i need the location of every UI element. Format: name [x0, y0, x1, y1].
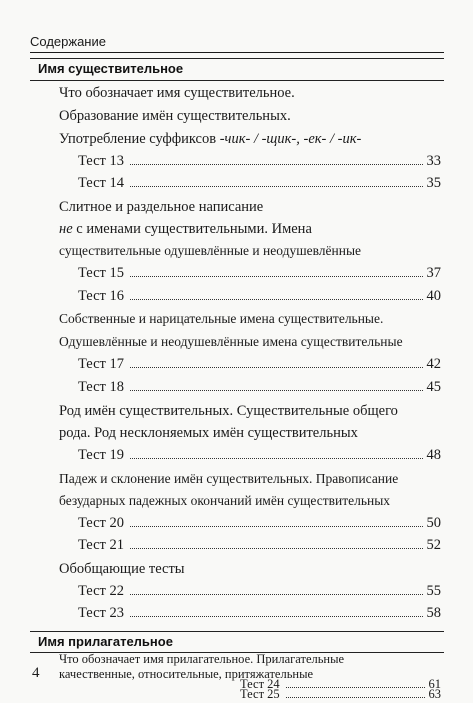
dot-leader [130, 390, 423, 391]
toc-text-line: Собственные и нарицательные имена существительные. [59, 311, 384, 326]
toc-entry-page: 42 [426, 356, 441, 372]
section-title: Имя существительное [38, 61, 184, 76]
toc-text-line: качественные, относительные, притяжательные [59, 667, 314, 681]
suffix-italic: -чик- / -щик-, -ек- / -ик- [219, 131, 362, 147]
toc-entry-test-20[interactable] [78, 512, 441, 534]
toc-entry-test-22[interactable] [78, 580, 441, 602]
dot-leader [130, 276, 423, 277]
toc-text-line: Одушевлённые и неодушевлённые имена существительные [59, 334, 403, 349]
toc-entry-test-16[interactable] [78, 285, 441, 307]
running-head-title: Содержание [30, 34, 106, 49]
toc-text-line: Род имён существительных. Существительные общего [59, 403, 398, 419]
toc-entry-test-13[interactable] [78, 150, 441, 172]
toc-entry-label: Тест 19 [78, 447, 124, 463]
toc-entry-label: Тест 15 [78, 265, 124, 281]
toc-entry-page: 52 [426, 537, 441, 553]
toc-entry-label: Тест 25 [240, 687, 280, 701]
toc-text-part: Употребление суффиксов [59, 131, 220, 147]
toc-text-line: Падеж и склонение имён существительных. Правописание [59, 471, 399, 486]
toc-entry-test-18[interactable] [78, 376, 441, 398]
dot-leader [130, 458, 423, 459]
toc-entry-test-23[interactable] [78, 602, 441, 624]
toc-entry-test-17[interactable] [78, 353, 441, 375]
toc-entry-page: 40 [426, 288, 441, 304]
toc-text-line: рода. Род несклоняемых имён существительных [59, 425, 358, 441]
toc-entry-test-14[interactable] [78, 172, 441, 194]
section-header-adjective [30, 631, 444, 653]
toc-entry-test-21[interactable] [78, 534, 441, 556]
toc-entry-page: 50 [426, 515, 441, 531]
dot-leader [130, 299, 423, 300]
toc-entry-page: 48 [426, 447, 441, 463]
toc-entry-label: Тест 23 [78, 605, 124, 621]
header-rule [30, 52, 444, 53]
toc-entry-label: Тест 13 [78, 153, 124, 169]
page-number: 4 [32, 665, 40, 681]
dot-leader [286, 697, 425, 698]
toc-text-line: существительные одушевлённые и неодушевлённые [59, 243, 362, 258]
toc-entry-test-25[interactable] [240, 689, 441, 703]
toc-text-line: Образование имён существительных. [59, 108, 291, 124]
toc-entry-page: 45 [426, 379, 441, 395]
toc-entry-page: 63 [428, 687, 441, 701]
toc-entry-page: 35 [426, 175, 441, 191]
dot-leader [130, 526, 423, 527]
toc-entry-label: Тест 16 [78, 288, 124, 304]
toc-text-line: Обобщающие тесты [59, 561, 185, 577]
toc-text-part: с именами существительными. Имена [72, 221, 312, 237]
toc-text-line [59, 128, 439, 150]
section-header-noun [30, 58, 444, 81]
toc-entry-page: 37 [426, 265, 441, 281]
toc-entry-page: 58 [426, 605, 441, 621]
dot-leader [130, 367, 423, 368]
dot-leader [130, 164, 423, 165]
dot-leader [130, 186, 423, 187]
toc-entry-label: Тест 18 [78, 379, 124, 395]
toc-text-line: Что обозначает имя прилагательное. Прилагательные [59, 652, 345, 666]
toc-text-line: Слитное и раздельное написание [59, 199, 264, 215]
toc-entry-page: 55 [426, 583, 441, 599]
toc-text-line: Что обозначает имя существительное. [59, 85, 295, 101]
toc-entry-label: Тест 17 [78, 356, 124, 372]
toc-entry-label: Тест 20 [78, 515, 124, 531]
toc-entry-page: 33 [426, 153, 441, 169]
toc-entry-label: Тест 24 [240, 677, 280, 691]
dot-leader [130, 548, 423, 549]
toc-entry-test-15[interactable] [78, 262, 441, 284]
dot-leader [286, 687, 425, 688]
toc-text-line: безударных падежных окончаний имён существительных [59, 493, 391, 508]
toc-entry-page: 61 [428, 677, 441, 691]
toc-entry-label: Тест 14 [78, 175, 124, 191]
dot-leader [130, 616, 423, 617]
dot-leader [130, 594, 423, 595]
toc-text-line [59, 218, 439, 240]
toc-entry-label: Тест 22 [78, 583, 124, 599]
toc-entry-test-19[interactable] [78, 444, 441, 466]
section-title: Имя прилагательное [38, 634, 173, 649]
particle-italic: не [59, 221, 73, 237]
toc-entry-label: Тест 21 [78, 537, 124, 553]
